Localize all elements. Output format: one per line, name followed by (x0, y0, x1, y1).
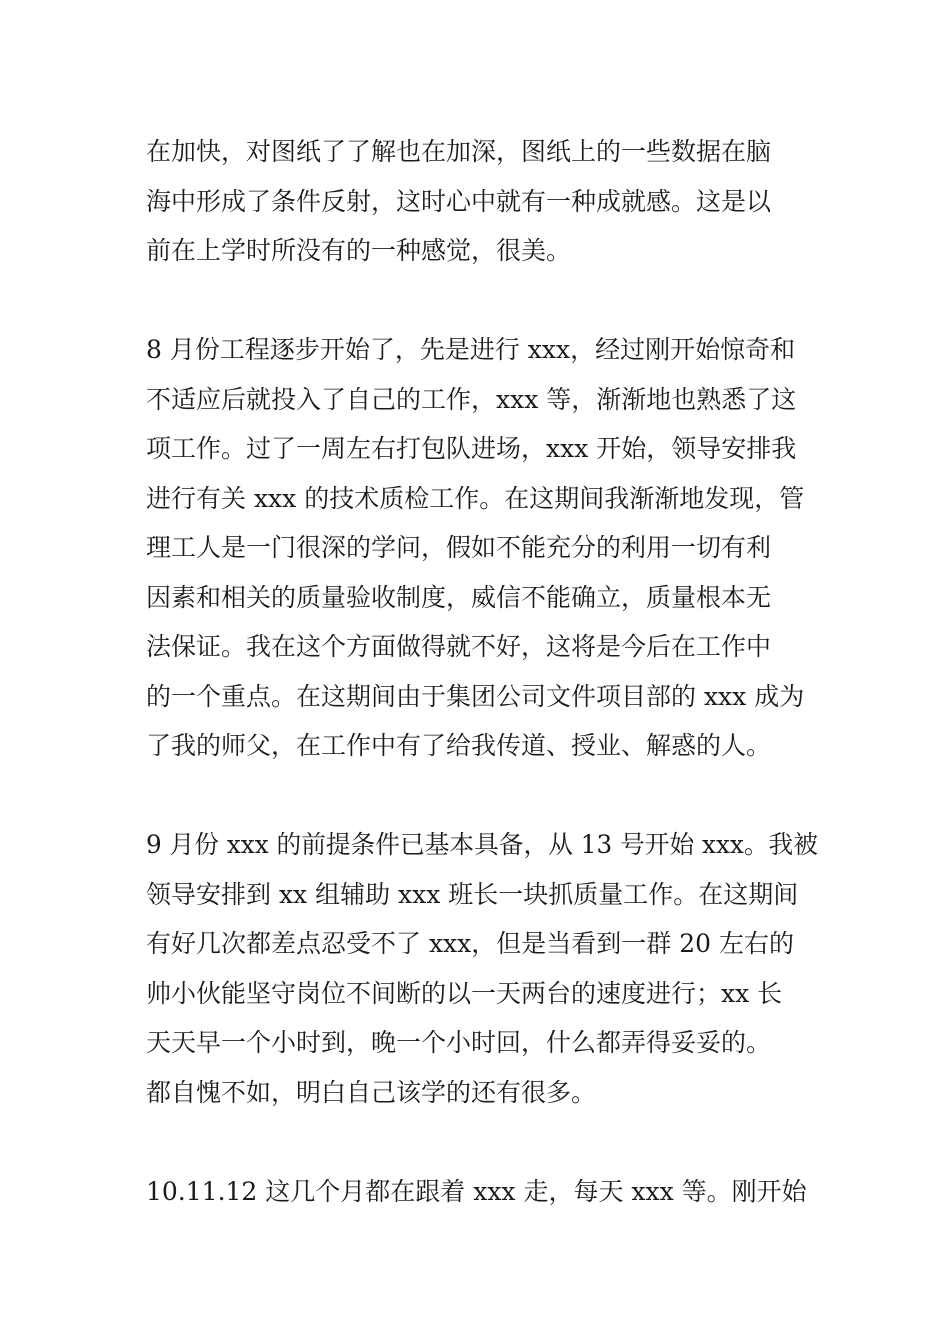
paragraph-line: 不适应后就投入了自己的工作，xxx 等，渐渐地也熟悉了这 (146, 384, 797, 414)
paragraph-line: 都自愧不如，明白自己该学的还有很多。 (146, 1077, 597, 1107)
paragraph-3 (146, 820, 818, 1117)
paragraph-line: 前在上学时所没有的一种感觉，很美。 (146, 236, 572, 265)
paragraph-line: 法保证。我在这个方面做得就不好，这将是今后在工作中 (146, 632, 772, 661)
paragraph-line: 8 月份工程逐步开始了，先是进行 xxx，经过刚开始惊奇和 (146, 335, 796, 364)
paragraph-line: 了我的师父，在工作中有了给我传道、授业、解惑的人。 (146, 731, 772, 760)
paragraph-4 (146, 1167, 818, 1217)
paragraph-line: 项工作。过了一周左右打包队进场，xxx 开始，领导安排我 (146, 434, 797, 463)
paragraph-line: 10.11.12 这几个月都在跟着 xxx 走，每天 xxx 等。刚开始 (146, 1177, 807, 1206)
paragraph-line: 的一个重点。在这期间由于集团公司文件项目部的 xxx 成为 (146, 681, 805, 711)
paragraph-line: 因素和相关的质量验收制度，威信不能确立，质量根本无 (146, 582, 772, 612)
paragraph-line: 帅小伙能坚守岗位不间断的以一天两台的速度进行；xx 长 (146, 978, 783, 1008)
paragraph-line: 在加快，对图纸了了解也在加深，图纸上的一些数据在脑 (146, 137, 772, 166)
paragraph-line: 9 月份 xxx 的前提条件已基本具备，从 13 号开始 xxx。我被 (146, 830, 818, 859)
paragraph-line: 有好几次都差点忍受不了 xxx，但是当看到一群 20 左右的 (146, 929, 794, 958)
paragraph-line: 领导安排到 xx 组辅助 xxx 班长一块抓质量工作。在这期间 (146, 879, 799, 909)
paragraph-line: 理工人是一门很深的学问，假如不能充分的利用一切有利 (146, 533, 772, 562)
paragraph-line: 海中形成了条件反射，这时心中就有一种成就感。这是以 (146, 186, 772, 216)
paragraph-line: 进行有关 xxx 的技术质检工作。在这期间我渐渐地发现，管 (146, 483, 805, 513)
paragraph-1 (146, 127, 818, 276)
paragraph-line: 天天早一个小时到，晚一个小时回，什么都弄得妥妥的。 (146, 1028, 772, 1057)
paragraph-2 (146, 325, 818, 771)
